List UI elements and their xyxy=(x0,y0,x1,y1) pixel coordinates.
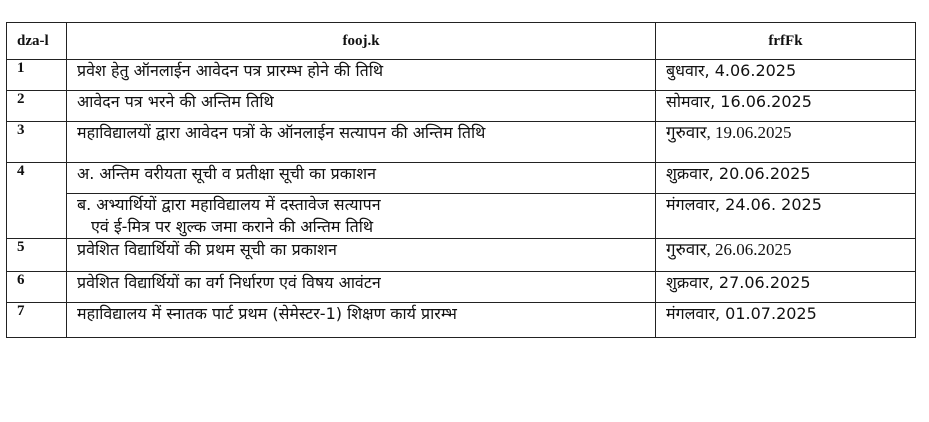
table-row xyxy=(7,194,916,239)
row-event: महाविद्यालयों द्वारा आवेदन पत्रों के ऑनलाईन सत्यापन की अन्तिम तिथि xyxy=(67,122,656,163)
row-date: शुक्रवार, 27.06.2025 xyxy=(656,272,916,303)
table-row xyxy=(7,91,916,122)
table-row xyxy=(7,239,916,272)
row-date-text: गुरुवार, 26.06.2025 xyxy=(666,240,792,259)
table-row xyxy=(7,60,916,91)
schedule-table xyxy=(6,22,916,338)
row-event-b xyxy=(67,194,656,239)
row-number: 7 xyxy=(7,303,67,338)
row-event: प्रवेशित विद्यार्थियों का वर्ग निर्धारण एवं विषय आवंटन xyxy=(67,272,656,303)
row-number: 4 xyxy=(7,163,67,239)
row-event: प्रवेश हेतु ऑनलाईन आवेदन पत्र प्रारम्भ होने की तिथि xyxy=(67,60,656,91)
row-date: सोमवार, 16.06.2025 xyxy=(656,91,916,122)
row-number: 5 xyxy=(7,239,67,272)
row-event-a: अ. अन्तिम वरीयता सूची व प्रतीक्षा सूची का प्रकाशन xyxy=(67,163,656,194)
row-date xyxy=(656,122,916,163)
row-date-a: शुक्रवार, 20.06.2025 xyxy=(656,163,916,194)
row-event: प्रवेशित विद्यार्थियों की प्रथम सूची का प्रकाशन xyxy=(67,239,656,272)
row-number: 2 xyxy=(7,91,67,122)
row-date: बुधवार, 4.06.2025 xyxy=(656,60,916,91)
row-date-text: गुरुवार, 19.06.2025 xyxy=(666,123,792,142)
row-number: 1 xyxy=(7,60,67,91)
row-date-b: मंगलवार, 24.06. 2025 xyxy=(656,194,916,239)
row-number: 3 xyxy=(7,122,67,163)
row-event: महाविद्यालय में स्नातक पार्ट प्रथम (सेमेस्टर-1) शिक्षण कार्य प्रारम्भ xyxy=(67,303,656,338)
row-number: 6 xyxy=(7,272,67,303)
table-row xyxy=(7,303,916,338)
row-date: मंगलवार, 01.07.2025 xyxy=(656,303,916,338)
row-event-b-line1: ब. अभ्यार्थियों द्वारा महाविद्यालय में दस्तावेज सत्यापन xyxy=(77,195,381,214)
header-date: frfFk xyxy=(656,23,916,60)
table-row xyxy=(7,163,916,194)
header-serial: dza-l xyxy=(7,23,67,60)
table-header-row xyxy=(7,23,916,60)
row-event: आवेदन पत्र भरने की अन्तिम तिथि xyxy=(67,91,656,122)
row-event-b-line2: एवं ई-मित्र पर शुल्क जमा कराने की अन्तिम तिथि xyxy=(91,217,374,236)
row-date xyxy=(656,239,916,272)
header-event: fooj.k xyxy=(67,23,656,60)
table-row xyxy=(7,272,916,303)
table-row xyxy=(7,122,916,163)
